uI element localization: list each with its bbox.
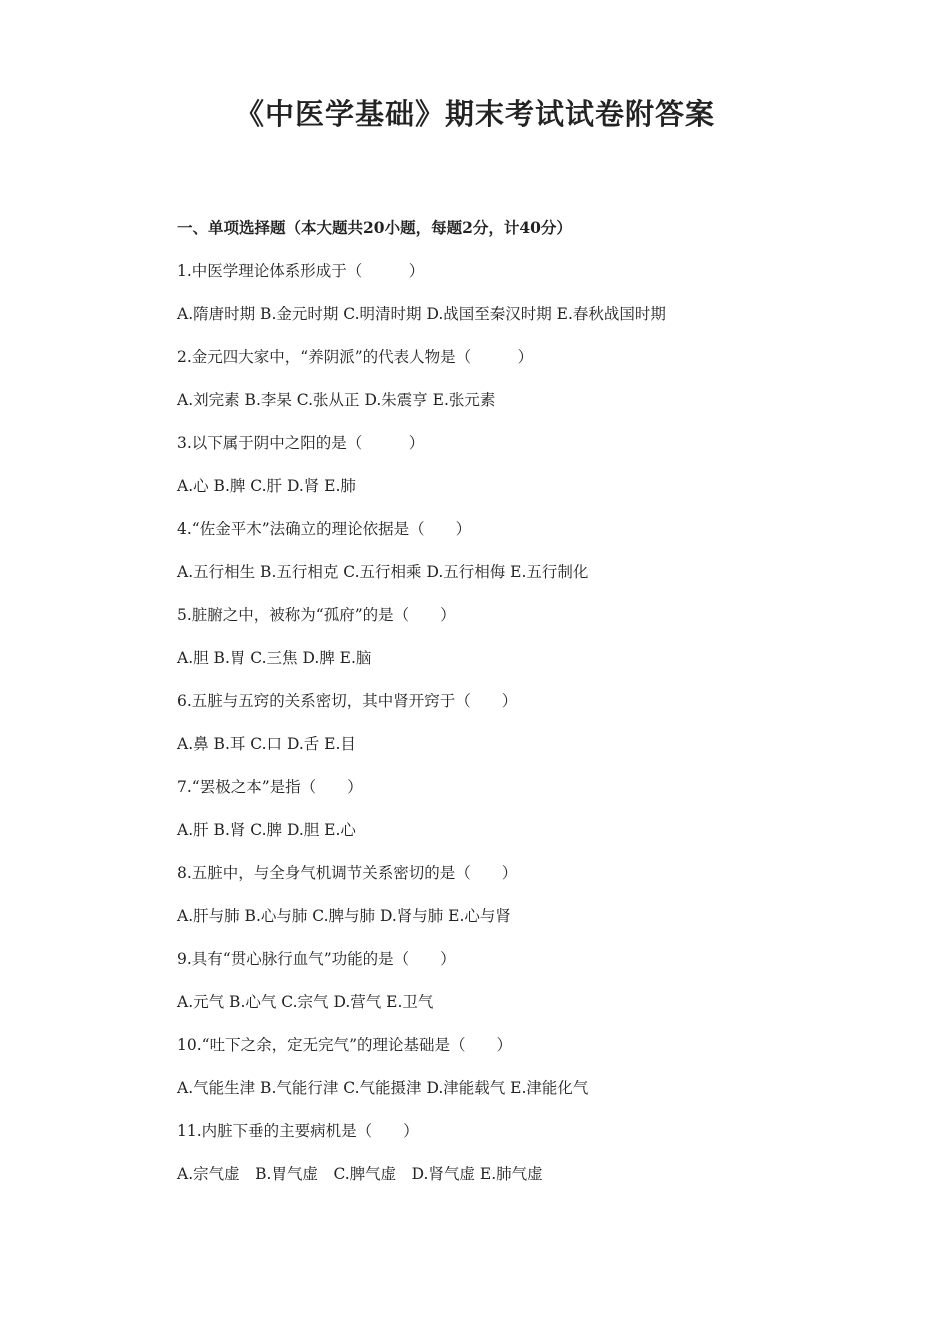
- question-options: A.元气 B.心气 C.宗气 D.营气 E.卫气: [177, 993, 434, 1011]
- question-6: [177, 689, 877, 775]
- question-stem: 8.五脏中，与全身气机调节关系密切的是（ ）: [177, 864, 518, 882]
- question-options: A.刘完素 B.李杲 C.张从正 D.朱震亨 E.张元素: [177, 391, 496, 409]
- question-stem: 6.五脏与五窍的关系密切，其中肾开窍于（ ）: [177, 692, 518, 710]
- question-5: [177, 603, 877, 689]
- question-3: [177, 431, 877, 517]
- question-stem: 11.内脏下垂的主要病机是（ ）: [177, 1122, 419, 1140]
- section-heading: 一、单项选择题（本大题共20小题，每题2分，计40分）: [177, 218, 572, 237]
- question-8: [177, 861, 877, 947]
- question-options: A.肝与肺 B.心与肺 C.脾与肺 D.肾与肺 E.心与肾: [177, 907, 511, 925]
- question-10: [177, 1033, 877, 1119]
- question-stem: 5.脏腑之中，被称为“孤府”的是（ ）: [177, 606, 456, 624]
- question-list: [177, 259, 877, 1205]
- question-options: A.隋唐时期 B.金元时期 C.明清时期 D.战国至秦汉时期 E.春秋战国时期: [177, 305, 666, 323]
- question-options: A.心 B.脾 C.肝 D.肾 E.肺: [177, 477, 356, 495]
- question-options: A.五行相生 B.五行相克 C.五行相乘 D.五行相侮 E.五行制化: [177, 563, 589, 581]
- document-title: 《中医学基础》期末考试试卷附答案: [234, 97, 715, 131]
- question-stem: 2.金元四大家中，“养阴派”的代表人物是（ ）: [177, 348, 534, 366]
- question-11: [177, 1119, 877, 1205]
- question-stem: 3.以下属于阴中之阳的是（ ）: [177, 434, 425, 452]
- question-1: [177, 259, 877, 345]
- question-2: [177, 345, 877, 431]
- question-options: A.宗气虚 B.胃气虚 C.脾气虚 D.肾气虚 E.肺气虚: [177, 1165, 543, 1183]
- question-options: A.鼻 B.耳 C.口 D.舌 E.目: [177, 735, 356, 753]
- question-4: [177, 517, 877, 603]
- question-7: [177, 775, 877, 861]
- question-stem: 10.“吐下之余，定无完气”的理论基础是（ ）: [177, 1036, 512, 1054]
- question-stem: 1.中医学理论体系形成于（ ）: [177, 262, 425, 280]
- question-stem: 7.“罢极之本”是指（ ）: [177, 778, 363, 796]
- question-options: A.气能生津 B.气能行津 C.气能摄津 D.津能载气 E.津能化气: [177, 1079, 589, 1097]
- question-stem: 4.“佐金平木”法确立的理论依据是（ ）: [177, 520, 472, 538]
- question-options: A.肝 B.肾 C.脾 D.胆 E.心: [177, 821, 356, 839]
- question-options: A.胆 B.胃 C.三焦 D.脾 E.脑: [177, 649, 372, 667]
- question-9: [177, 947, 877, 1033]
- question-stem: 9.具有“贯心脉行血气”功能的是（ ）: [177, 950, 456, 968]
